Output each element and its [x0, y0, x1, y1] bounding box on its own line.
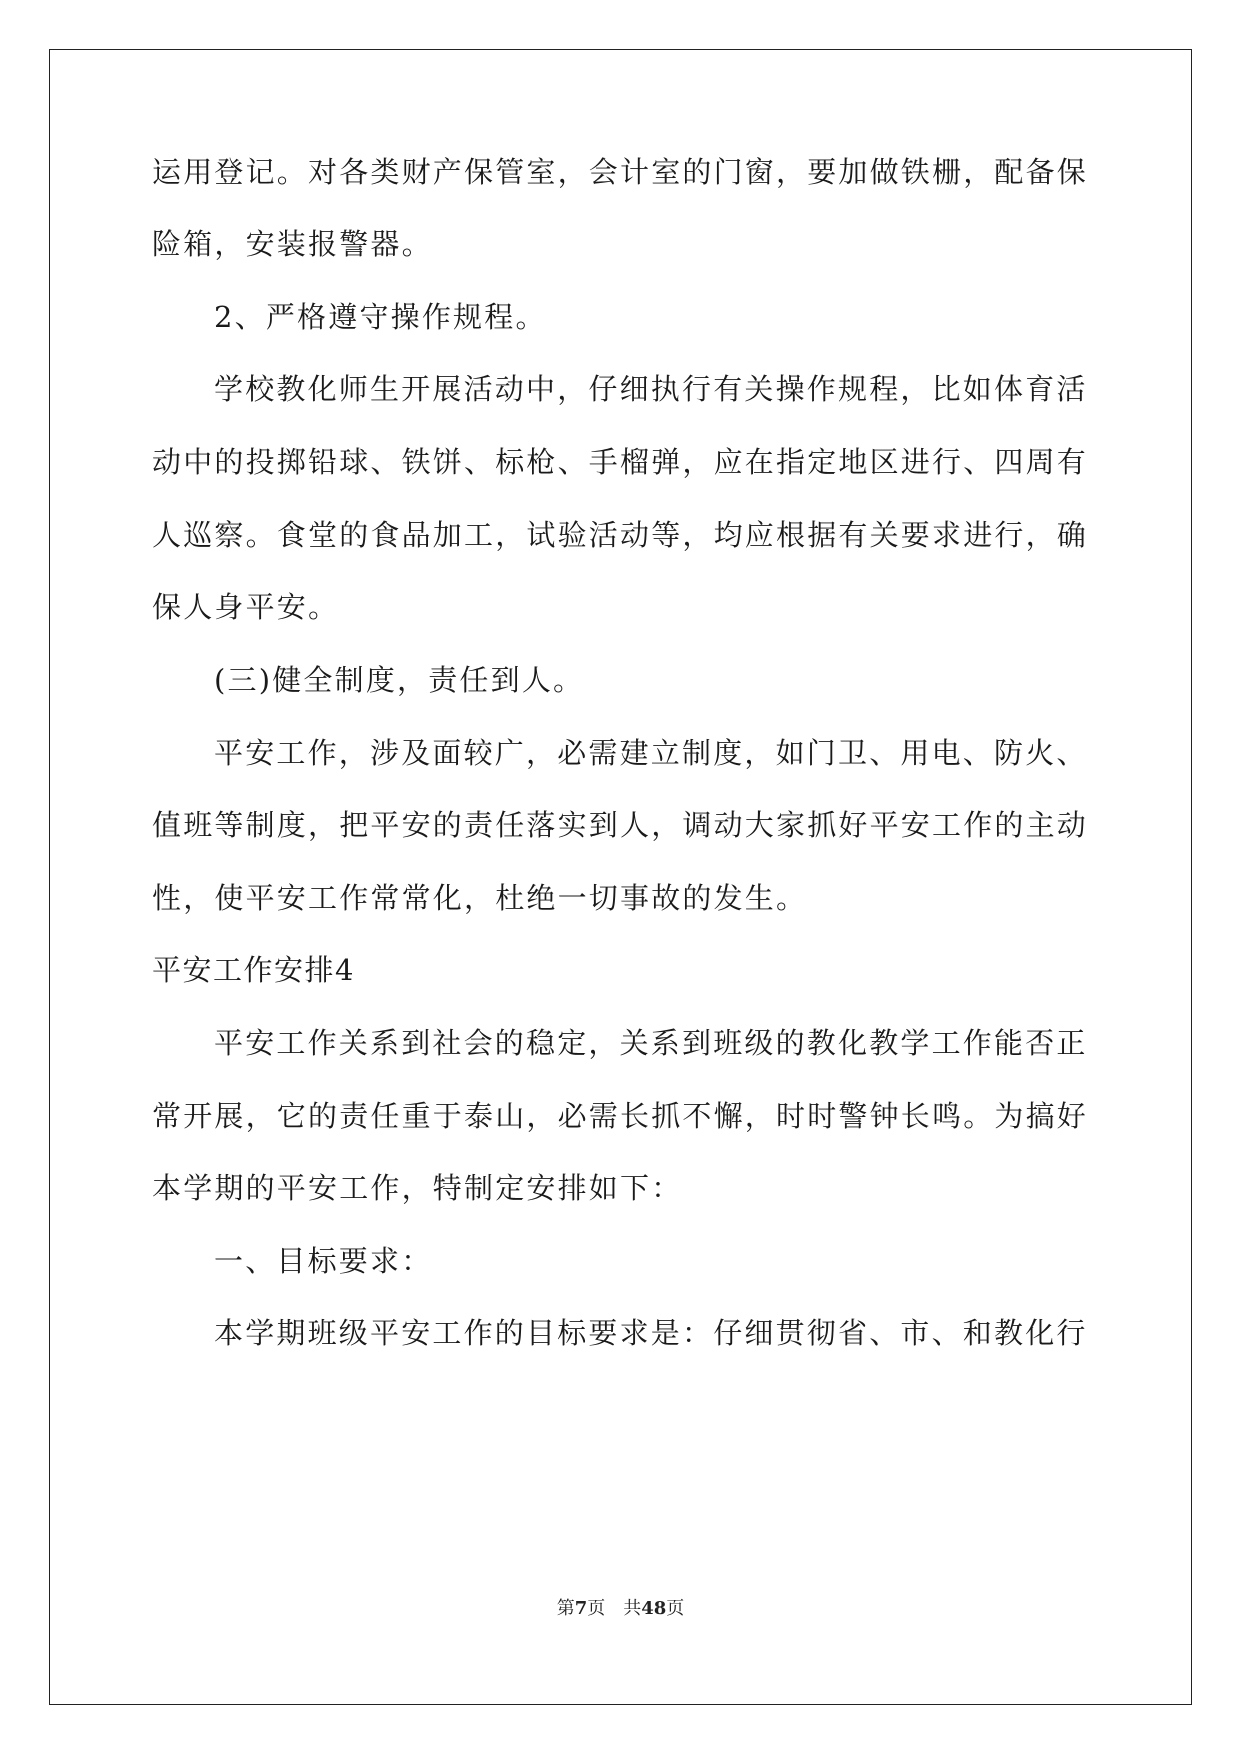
paragraph-line: 值班等制度，把平安的责任落实到人，调动大家抓好平安工作的主动	[152, 808, 1089, 842]
total-suffix: 页	[666, 1598, 685, 1619]
paragraph-line: 本学期班级平安工作的目标要求是：仔细贯彻省、市、和教化行	[214, 1316, 1088, 1350]
paragraph-line: 保人身平安。	[152, 590, 340, 624]
paragraph-line: 险箱，安装报警器。	[152, 227, 433, 261]
paragraph-line: 常开展，它的责任重于泰山，必需长抓不懈，时时警钟长鸣。为搞好	[152, 1099, 1089, 1133]
page-footer	[0, 1597, 1241, 1621]
page-suffix: 页	[587, 1598, 606, 1619]
paragraph-line: 平安工作关系到社会的稳定，关系到班级的教化教学工作能否正	[214, 1026, 1088, 1060]
section-heading: 2、严格遵守操作规程。	[214, 300, 547, 334]
paragraph-line: 人巡察。食堂的食品加工，试验活动等，均应根据有关要求进行，确	[152, 518, 1089, 552]
document-title: 平安工作安排4	[152, 953, 355, 987]
paragraph-line: 动中的投掷铅球、铁饼、标枪、手榴弹，应在指定地区进行、四周有	[152, 445, 1089, 479]
paragraph-line: 学校教化师生开展活动中，仔细执行有关操作规程，比如体育活	[214, 372, 1088, 406]
section-heading: 一、目标要求：	[214, 1244, 433, 1278]
current-page-number: 7	[574, 1598, 588, 1619]
paragraph-line: 本学期的平安工作，特制定安排如下：	[152, 1171, 683, 1205]
total-prefix: 共	[623, 1598, 642, 1619]
page-prefix: 第	[556, 1598, 575, 1619]
paragraph-line: 运用登记。对各类财产保管室，会计室的门窗，要加做铁栅，配备保	[152, 155, 1089, 189]
paragraph-line: 平安工作，涉及面较广，必需建立制度，如门卫、用电、防火、	[214, 736, 1088, 770]
paragraph-line: 性，使平安工作常常化，杜绝一切事故的发生。	[152, 881, 808, 915]
total-page-count: 48	[641, 1598, 667, 1619]
section-heading: (三)健全制度，责任到人。	[214, 663, 585, 697]
